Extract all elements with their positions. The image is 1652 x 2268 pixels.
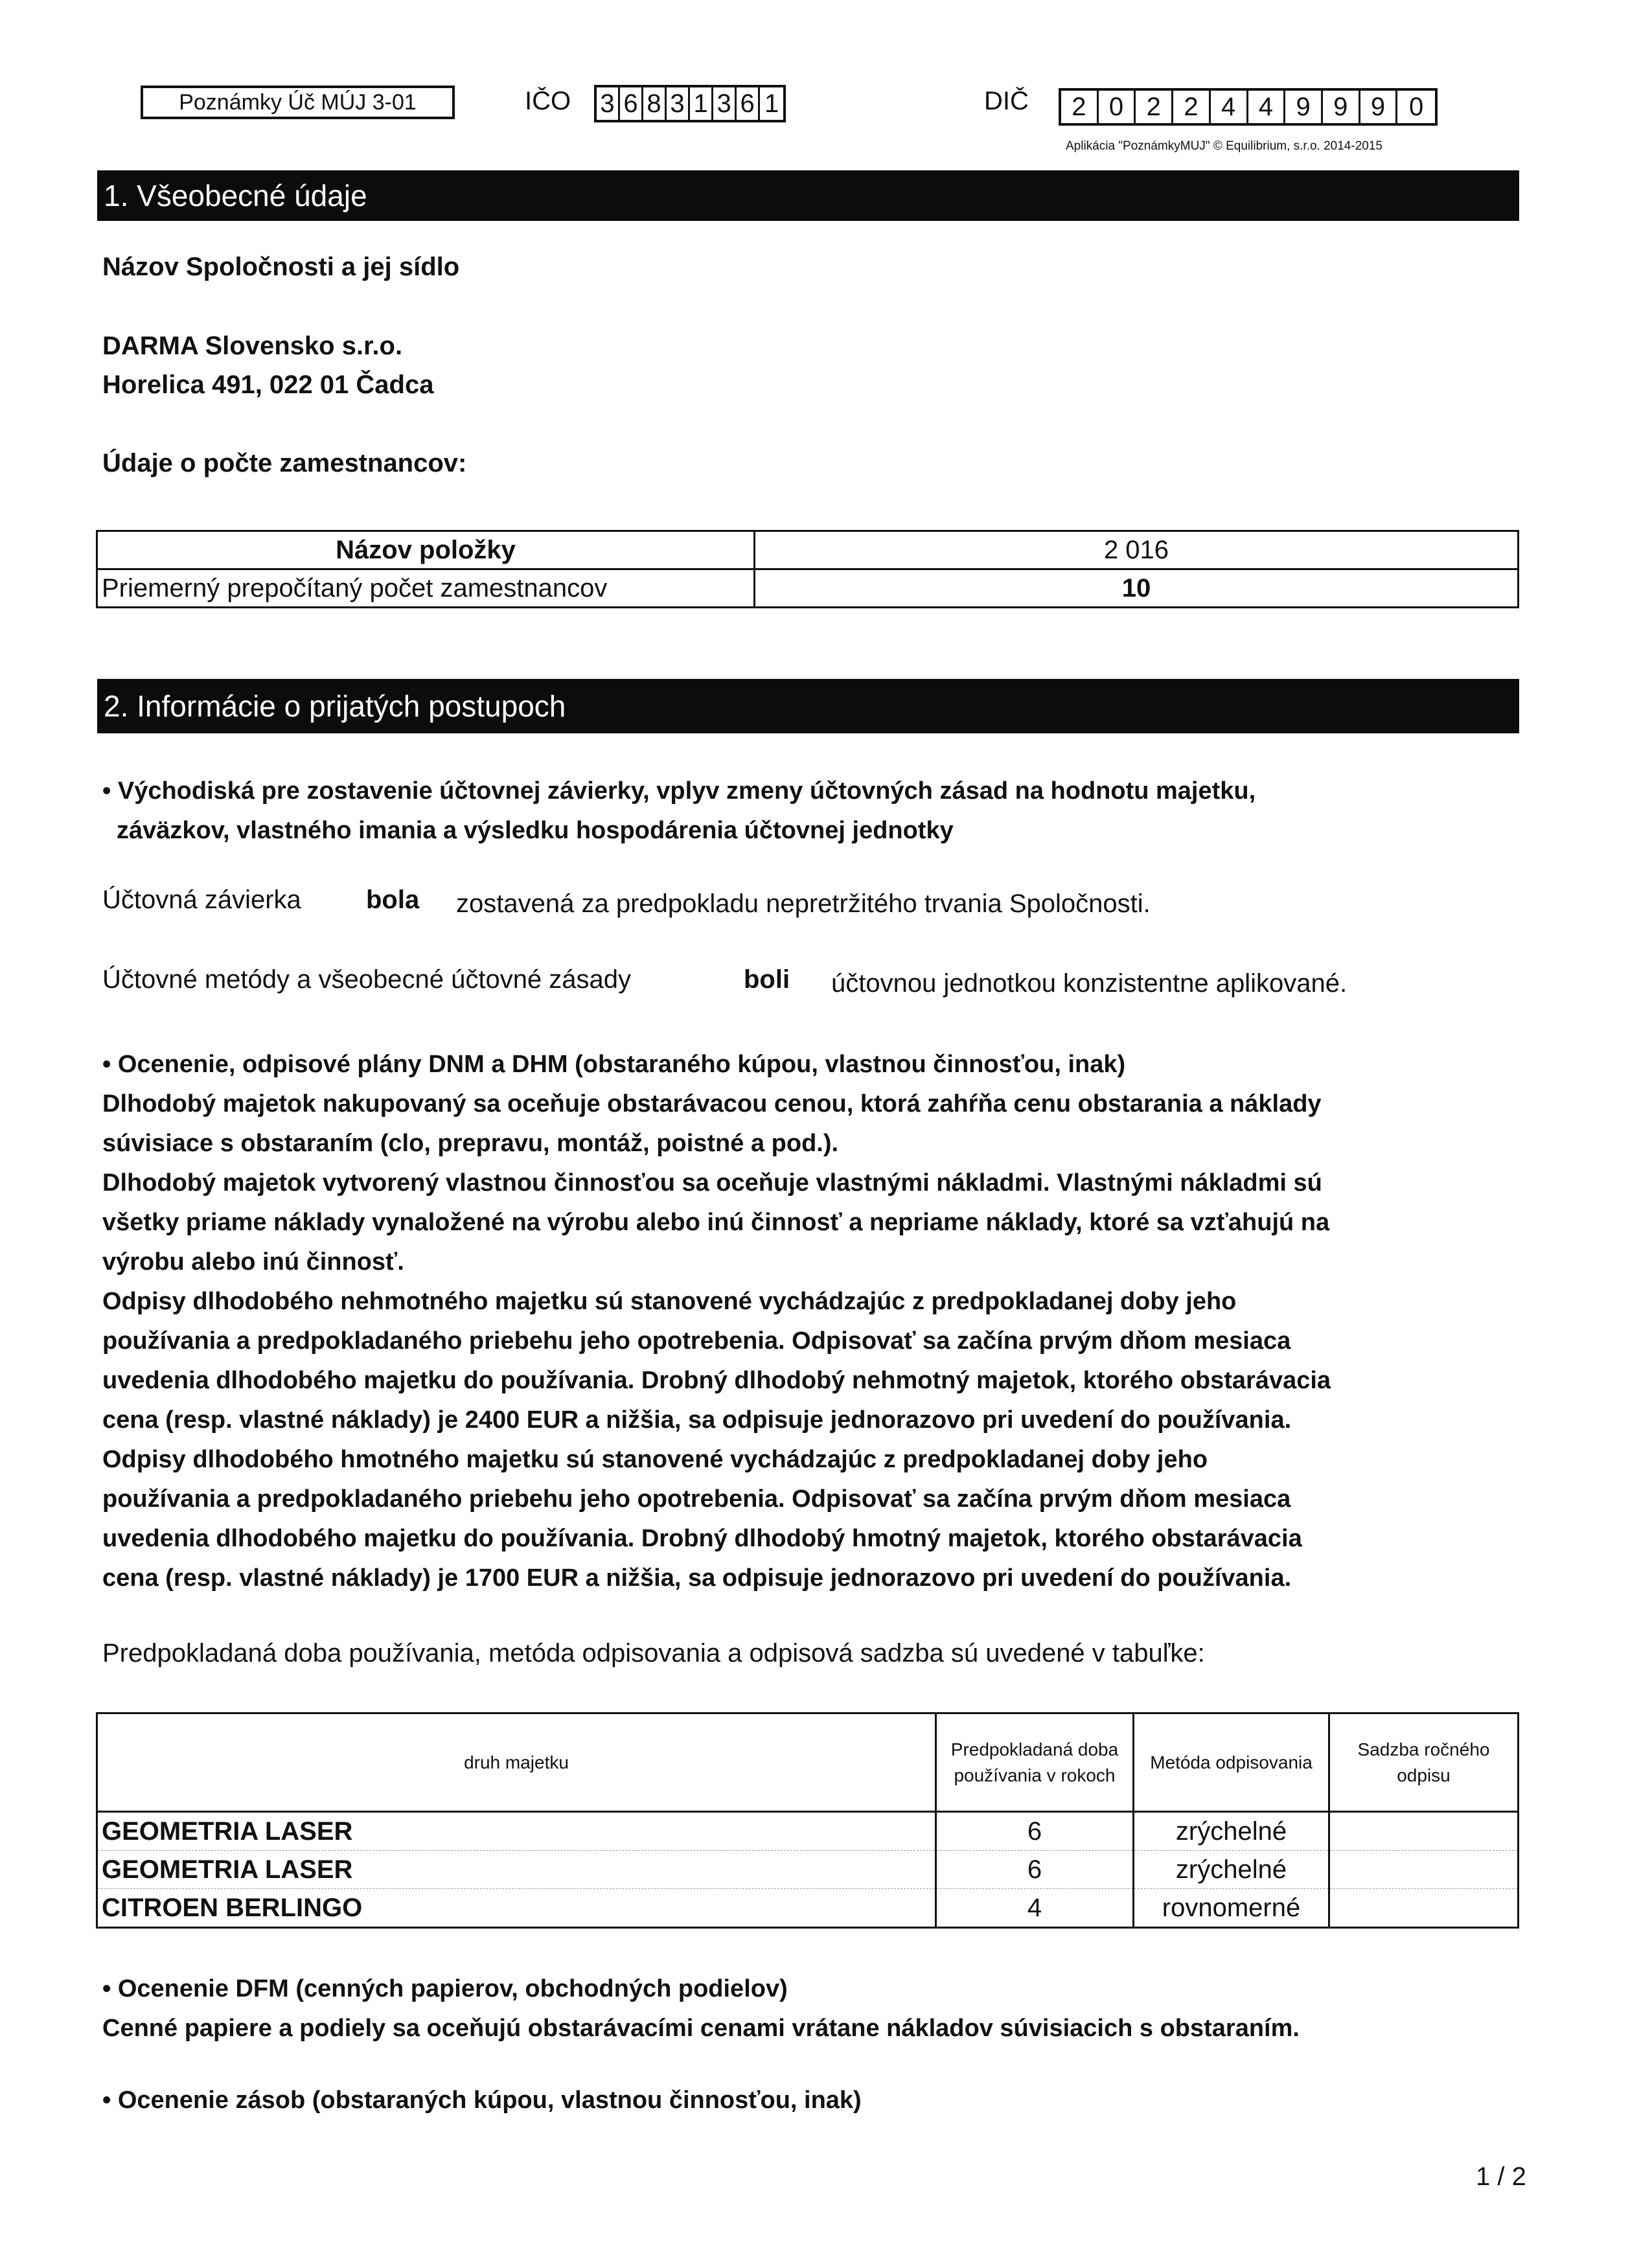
- valuation-line: súvisiace s obstaraním (clo, prepravu, montáž, poistné a pod.).: [102, 1130, 839, 1157]
- asset-rate: [1329, 1851, 1519, 1889]
- dfm-heading: • Ocenenie DFM (cenných papierov, obchodných podielov): [102, 1975, 788, 2002]
- dfm-section: [102, 1969, 1515, 2048]
- asset-rate: [1329, 1889, 1519, 1928]
- valuation-line: cena (resp. vlastné náklady) je 1700 EUR a nižšia, sa odpisuje jednorazovo pri uvedení do používania.: [102, 1564, 1292, 1592]
- dic-digit: 9: [1360, 91, 1398, 123]
- col-asset-type: druh majetku: [97, 1713, 936, 1812]
- ico-digit: 1: [764, 89, 779, 118]
- employee-table-row: [97, 569, 1519, 608]
- section-1-heading: 1. Všeobecné údaje: [97, 170, 1519, 221]
- dic-digit: 2: [1061, 91, 1099, 123]
- table-row: [97, 1851, 1519, 1889]
- bullet-basis-line: záväzkov, vlastného imania a výsledku hospodárenia účtovnej jednotky: [117, 817, 954, 844]
- ico-digit: 1: [690, 87, 713, 120]
- ico-digit: 6: [737, 87, 760, 120]
- dfm-text: Cenné papiere a podiely sa oceňujú obstarávacími cenami vrátane nákladov súvisiacich s obstaraním.: [102, 2015, 1300, 2042]
- employee-table: [96, 530, 1519, 608]
- valuation-line: všetky priame náklady vynaložené na výrobu alebo inú činnosť a nepriame náklady, ktoré sa vzťahujú na: [102, 1209, 1330, 1236]
- col-useful-life: [936, 1713, 1134, 1812]
- asset-name: GEOMETRIA LASER: [97, 1812, 936, 1851]
- ico-digit: 3: [667, 87, 690, 120]
- dic-digit: 0: [1099, 91, 1136, 123]
- col-useful-life-line: Predpokladaná doba: [950, 1739, 1119, 1759]
- form-code-box: Poznámky Úč MÚJ 3-01: [141, 86, 455, 119]
- table-intro: Predpokladaná doba používania, metóda odpisovania a odpisová sadzba sú uvedené v tabuľke:: [102, 1639, 1205, 1667]
- col-rate: [1329, 1713, 1519, 1812]
- col-rate-line: odpisu: [1397, 1765, 1451, 1785]
- page-number: 1 / 2: [1476, 2162, 1526, 2191]
- bullet-basis-line: • Východiská pre zostavenie účtovnej závierky, vplyv zmeny účtovných zásad na hodnotu majetku,: [102, 777, 1256, 805]
- valuation-line: Dlhodobý majetok vytvorený vlastnou činnosťou sa oceňuje vlastnými nákladmi. Vlastnými nákladmi sú: [102, 1169, 1322, 1197]
- valuation-line: uvedenia dlhodobého majetku do používania. Drobný dlhodobý nehmotný majetok, ktorého obstarávacia: [102, 1367, 1331, 1394]
- valuation-line: používania a predpokladaného priebehu jeho opotrebenia. Odpisovať sa začína prvým dňom mesiaca: [102, 1485, 1291, 1513]
- dic-digit: 4: [1211, 91, 1248, 123]
- company-heading: Názov Spoločnosti a jej sídlo: [102, 253, 460, 281]
- employee-table-header: [97, 531, 1519, 569]
- table-row: [97, 1812, 1519, 1851]
- row-value: 10: [755, 569, 1519, 608]
- asset-table-header: [97, 1713, 1519, 1812]
- dic-digit: 9: [1285, 91, 1323, 123]
- valuation-line: používania a predpokladaného priebehu jeho opotrebenia. Odpisovať sa začína prvým dňom mesiaca: [102, 1327, 1291, 1355]
- ico-label: IČO: [525, 87, 571, 115]
- asset-years: 4: [936, 1889, 1134, 1928]
- asset-years: 6: [936, 1851, 1134, 1889]
- valuation-paragraph: [102, 1045, 1515, 1598]
- asset-depreciation-table: [96, 1712, 1519, 1929]
- bullet-basis: [102, 772, 1515, 851]
- col-useful-life-line: používania v rokoch: [954, 1765, 1116, 1785]
- valuation-line: cena (resp. vlastné náklady) je 2400 EUR a nižšia, sa odpisuje jednorazovo pri uvedení do používania.: [102, 1406, 1292, 1434]
- valuation-line: Odpisy dlhodobého hmotného majetku sú stanovené vychádzajúc z predpokladanej doby jeho: [102, 1446, 1208, 1473]
- statement-financial-statements-text: zostavená za predpokladu nepretržitého trvania Spoločnosti.: [456, 889, 1151, 918]
- application-note: Aplikácia "PoznámkyMUJ" © Equilibrium, s.r.o. 2014-2015: [1066, 139, 1382, 153]
- col-item-header: Názov položky: [97, 531, 755, 569]
- asset-years: 6: [936, 1812, 1134, 1851]
- row-label: Priemerný prepočítaný počet zamestnancov: [97, 569, 755, 608]
- employees-heading: Údaje o počte zamestnancov:: [102, 449, 467, 477]
- statement-financial-statements: Účtovná závierka: [102, 886, 301, 914]
- dic-digit: 4: [1248, 91, 1286, 123]
- valuation-line: uvedenia dlhodobého majetku do používania. Drobný dlhodobý hmotný majetok, ktorého obstarávacia: [102, 1525, 1302, 1552]
- company-name: DARMA Slovensko s.r.o.: [102, 332, 403, 360]
- company-address: Horelica 491, 022 01 Čadca: [102, 371, 434, 399]
- dic-digit: 2: [1136, 91, 1173, 123]
- valuation-line: • Ocenenie, odpisové plány DNM a DHM (obstaraného kúpou, vlastnou činnosťou, inak): [102, 1051, 1126, 1078]
- col-year-header: 2 016: [755, 531, 1519, 569]
- inventory-heading: • Ocenenie zásob (obstaraných kúpou, vlastnou činnosťou, inak): [102, 2087, 862, 2114]
- valuation-line: Dlhodobý majetok nakupovaný sa oceňuje obstarávacou cenou, ktorá zahŕňa cenu obstarania a náklady: [102, 1090, 1322, 1117]
- asset-name: CITROEN BERLINGO: [97, 1889, 936, 1928]
- dic-digit: 9: [1323, 91, 1360, 123]
- dic-digit-boxes: [1059, 88, 1438, 126]
- dic-digit: 0: [1409, 92, 1424, 121]
- asset-method: rovnomerné: [1134, 1889, 1329, 1928]
- statement-financial-statements-verb: bola: [366, 886, 420, 914]
- valuation-line: Odpisy dlhodobého nehmotného majetku sú stanovené vychádzajúc z predpokladanej doby jeho: [102, 1288, 1237, 1315]
- col-method: Metóda odpisovania: [1134, 1713, 1329, 1812]
- statement-methods-verb: boli: [744, 965, 790, 994]
- ico-digit: 3: [597, 87, 620, 120]
- valuation-line: výrobu alebo inú činnosť.: [102, 1248, 404, 1276]
- dic-label: DIČ: [984, 87, 1029, 115]
- table-row: [97, 1889, 1519, 1928]
- col-rate-line: Sadzba ročného: [1357, 1739, 1490, 1759]
- ico-digit-boxes: [594, 85, 786, 122]
- asset-name: GEOMETRIA LASER: [97, 1851, 936, 1889]
- section-2-heading: 2. Informácie o prijatých postupoch: [97, 679, 1519, 733]
- asset-method: zrýchelné: [1134, 1812, 1329, 1851]
- ico-digit: 8: [643, 87, 667, 120]
- statement-methods: Účtovné metódy a všeobecné účtovné zásady: [102, 965, 632, 994]
- asset-rate: [1329, 1812, 1519, 1851]
- statement-methods-text: účtovnou jednotkou konzistentne aplikované.: [831, 969, 1348, 998]
- ico-digit: 3: [713, 87, 737, 120]
- asset-method: zrýchelné: [1134, 1851, 1329, 1889]
- ico-digit: 6: [620, 87, 643, 120]
- dic-digit: 2: [1173, 91, 1211, 123]
